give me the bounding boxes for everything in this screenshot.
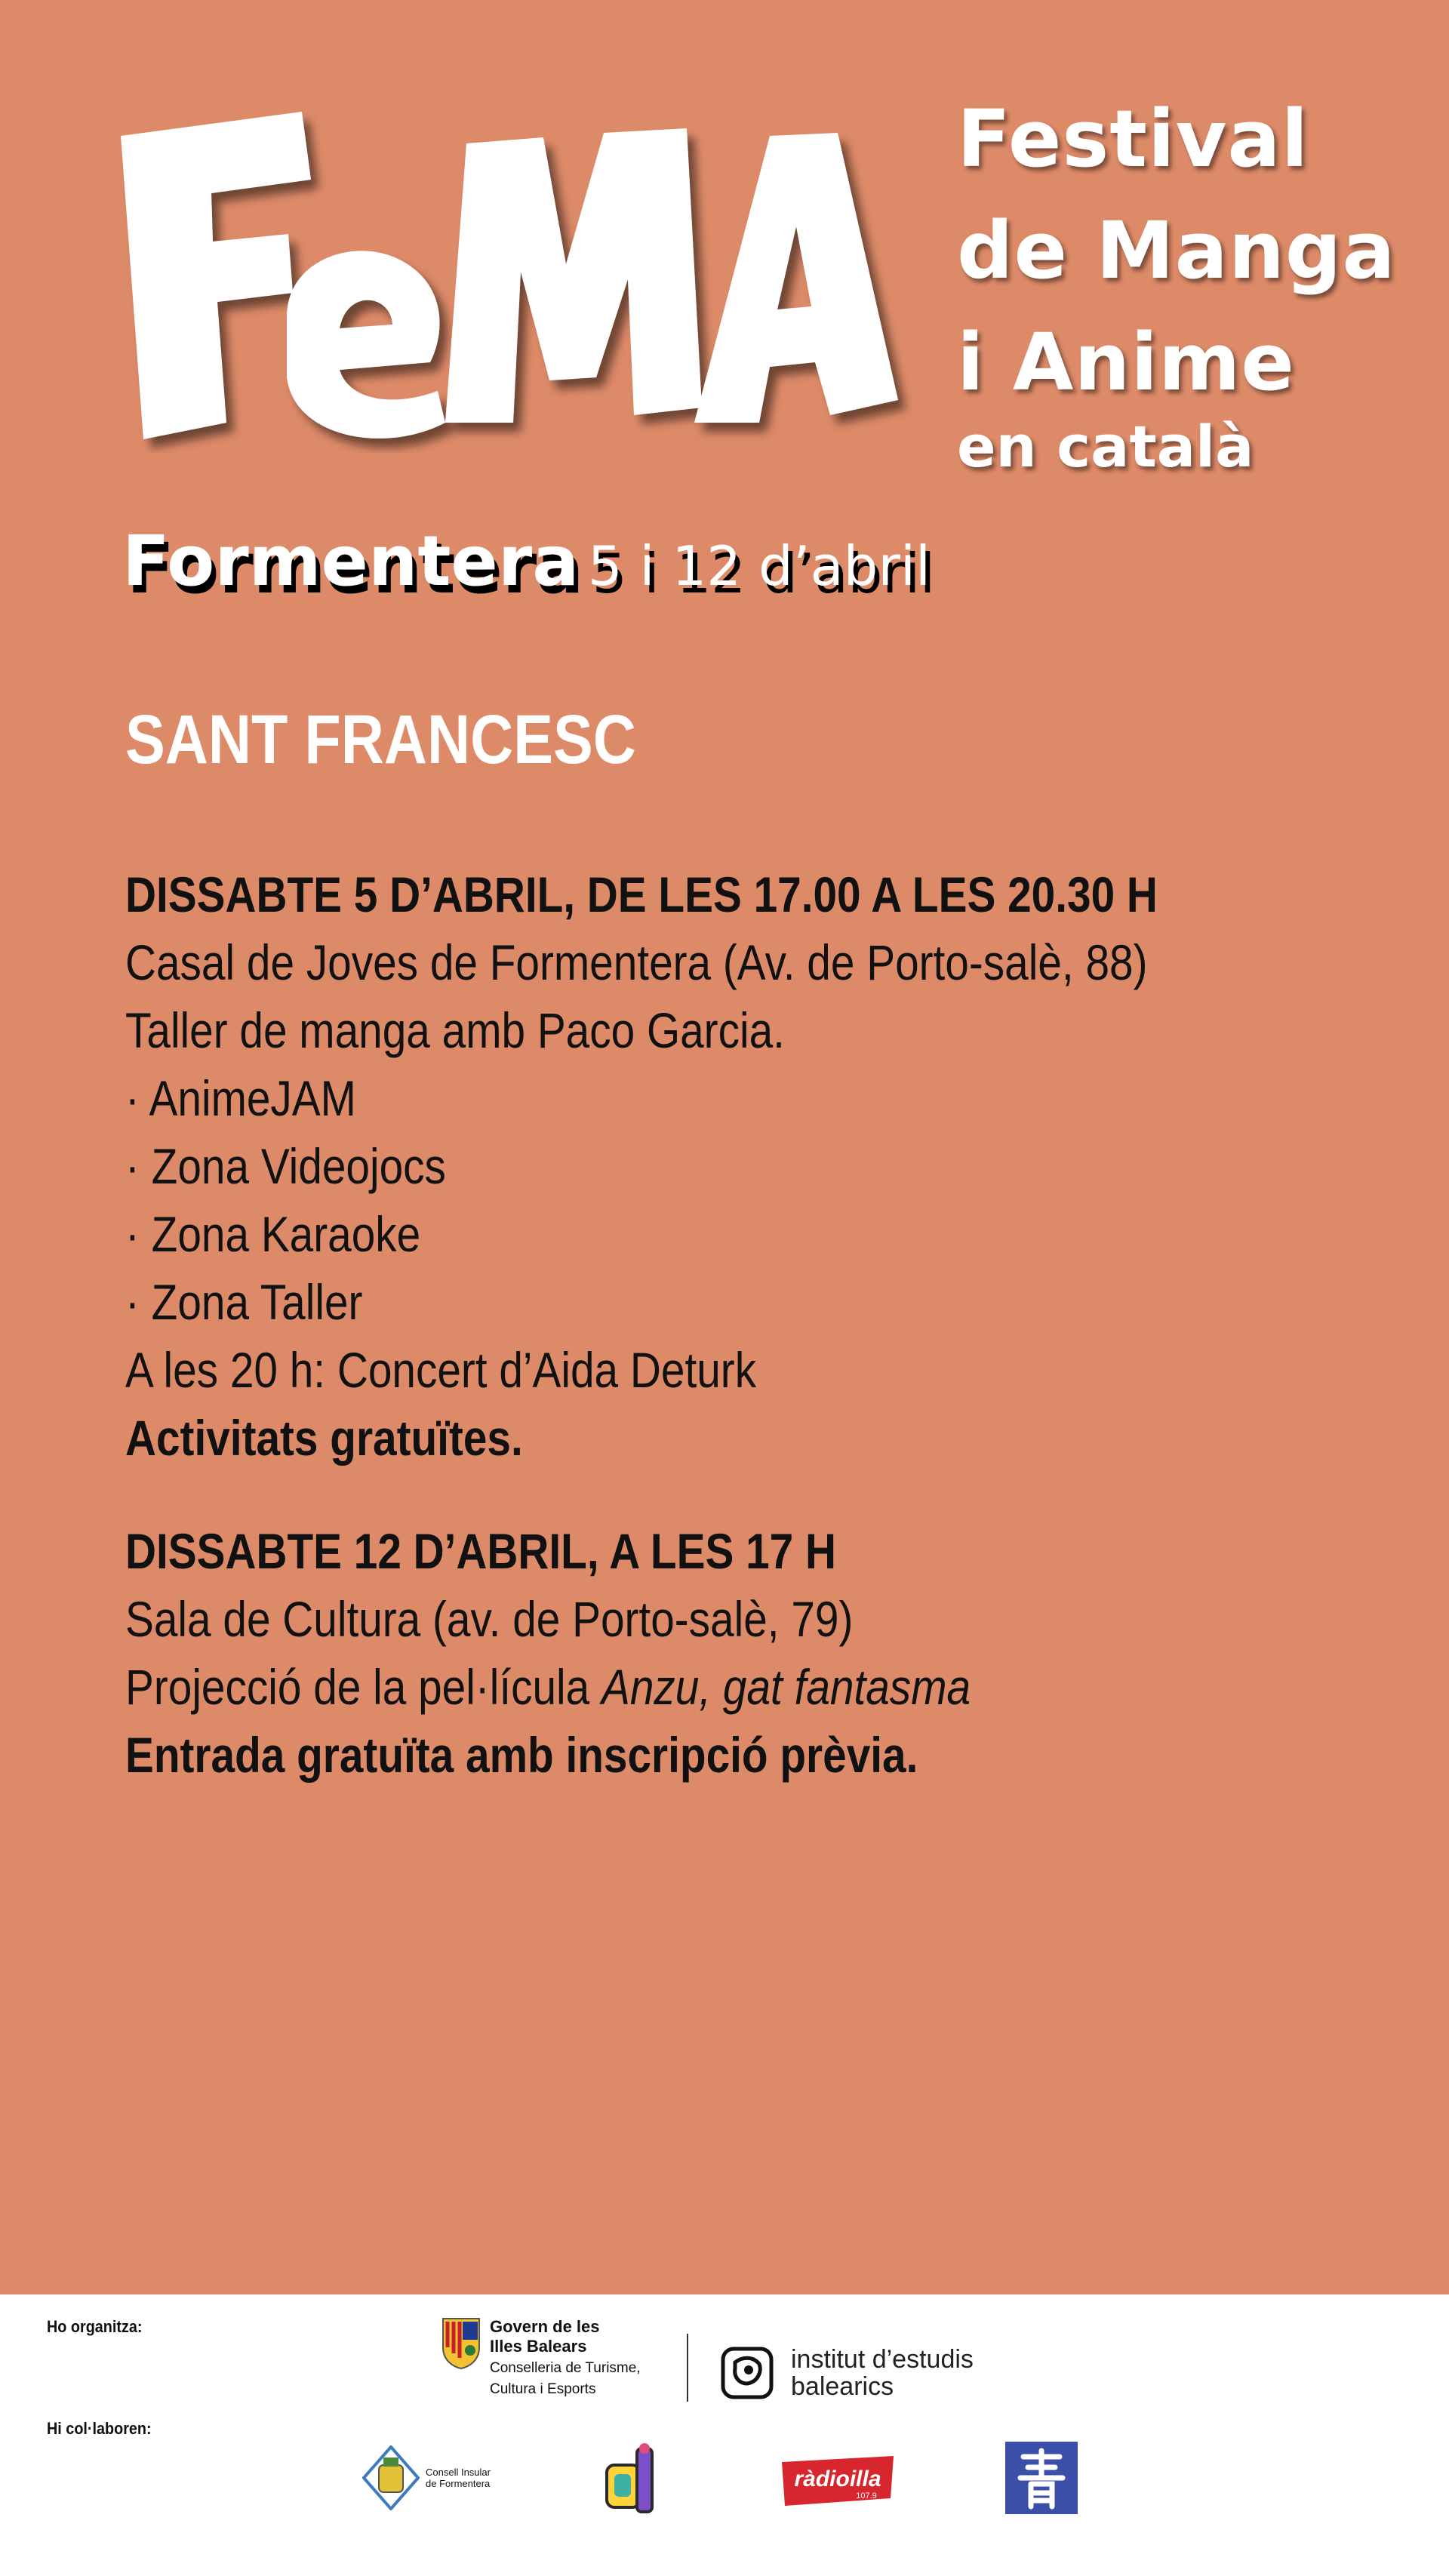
spacer — [125, 1472, 1196, 1517]
event1-item: · Zona Karaoke — [125, 1206, 421, 1262]
event1-item: · Zona Videojocs — [125, 1138, 446, 1194]
radioilla-frequency: 107.9 — [856, 2491, 877, 2501]
event1-venue: Casal de Joves de Formentera (Av. de Porto-salè, 88) — [125, 934, 1148, 990]
consell-logo — [362, 2445, 491, 2510]
fema-logo — [113, 91, 913, 453]
event2-venue: Sala de Cultura (av. de Porto-salè, 79) — [125, 1591, 854, 1647]
ieb-icon — [720, 2346, 774, 2400]
sponsors-footer — [0, 2294, 1449, 2576]
festival-title — [957, 83, 1396, 480]
event1-concert: A les 20 h: Concert d’Aida Deturk — [125, 1342, 757, 1398]
location-banner — [122, 521, 931, 602]
event-dates: 5 i 12 d’abril — [587, 534, 931, 598]
consell-crest-icon — [362, 2445, 420, 2510]
event1-heading: DISSABTE 5 D’ABRIL, DE LES 17.00 A LES 20.30 H — [125, 866, 1158, 922]
govern-dept-1: Conselleria de Turisme, — [490, 2360, 641, 2376]
dj-logo-icon — [604, 2442, 664, 2518]
govern-dept-2: Cultura i Esports — [490, 2381, 596, 2397]
festival-line-2: de Manga — [957, 205, 1396, 297]
event2-screening — [125, 1653, 1196, 1721]
govern-logo — [441, 2317, 641, 2399]
ieb-name-1: institut d’estudis — [791, 2345, 974, 2374]
screening-prefix: Projecció de la pel·lícula — [125, 1659, 601, 1715]
event1-item: · AnimeJAM — [125, 1070, 356, 1126]
event1-item: · Zona Taller — [125, 1274, 363, 1330]
ieb-name-2: balearics — [791, 2372, 894, 2401]
govern-name-1: Govern de les — [490, 2317, 600, 2336]
ieb-logo — [720, 2346, 974, 2400]
event2-entry: Entrada gratuïta amb inscripció prèvia. — [125, 1727, 918, 1783]
festival-line-3: i Anime — [957, 316, 1295, 408]
radioilla-logo — [777, 2451, 898, 2516]
event1-free: Activitats gratuïtes. — [125, 1410, 523, 1466]
event1-workshop: Taller de manga amb Paco Garcia. — [125, 1002, 785, 1058]
govern-name-2: Illes Balears — [490, 2337, 587, 2356]
organizers-label: Ho organitza: — [47, 2317, 143, 2336]
festival-line-1: Festival — [957, 93, 1309, 185]
collaborators-label: Hi col·laboren: — [47, 2419, 152, 2438]
divider — [687, 2334, 688, 2402]
spacer — [125, 785, 1196, 860]
film-title: Anzu, gat fantasma — [601, 1659, 971, 1715]
town-name: Formentera — [122, 521, 580, 602]
consell-name-2: de Formentera — [426, 2478, 491, 2489]
govern-shield-icon — [441, 2317, 481, 2370]
consell-name-1: Consell Insular — [426, 2467, 491, 2478]
program — [125, 694, 1196, 1789]
area-heading: SANT FRANCESC — [125, 701, 636, 778]
event2-heading: DISSABTE 12 D’ABRIL, A LES 17 H — [125, 1523, 836, 1579]
ao-kanji-logo — [1005, 2442, 1078, 2514]
festival-subtitle: en català — [957, 413, 1254, 480]
radioilla-name: ràdioilla — [794, 2467, 881, 2491]
